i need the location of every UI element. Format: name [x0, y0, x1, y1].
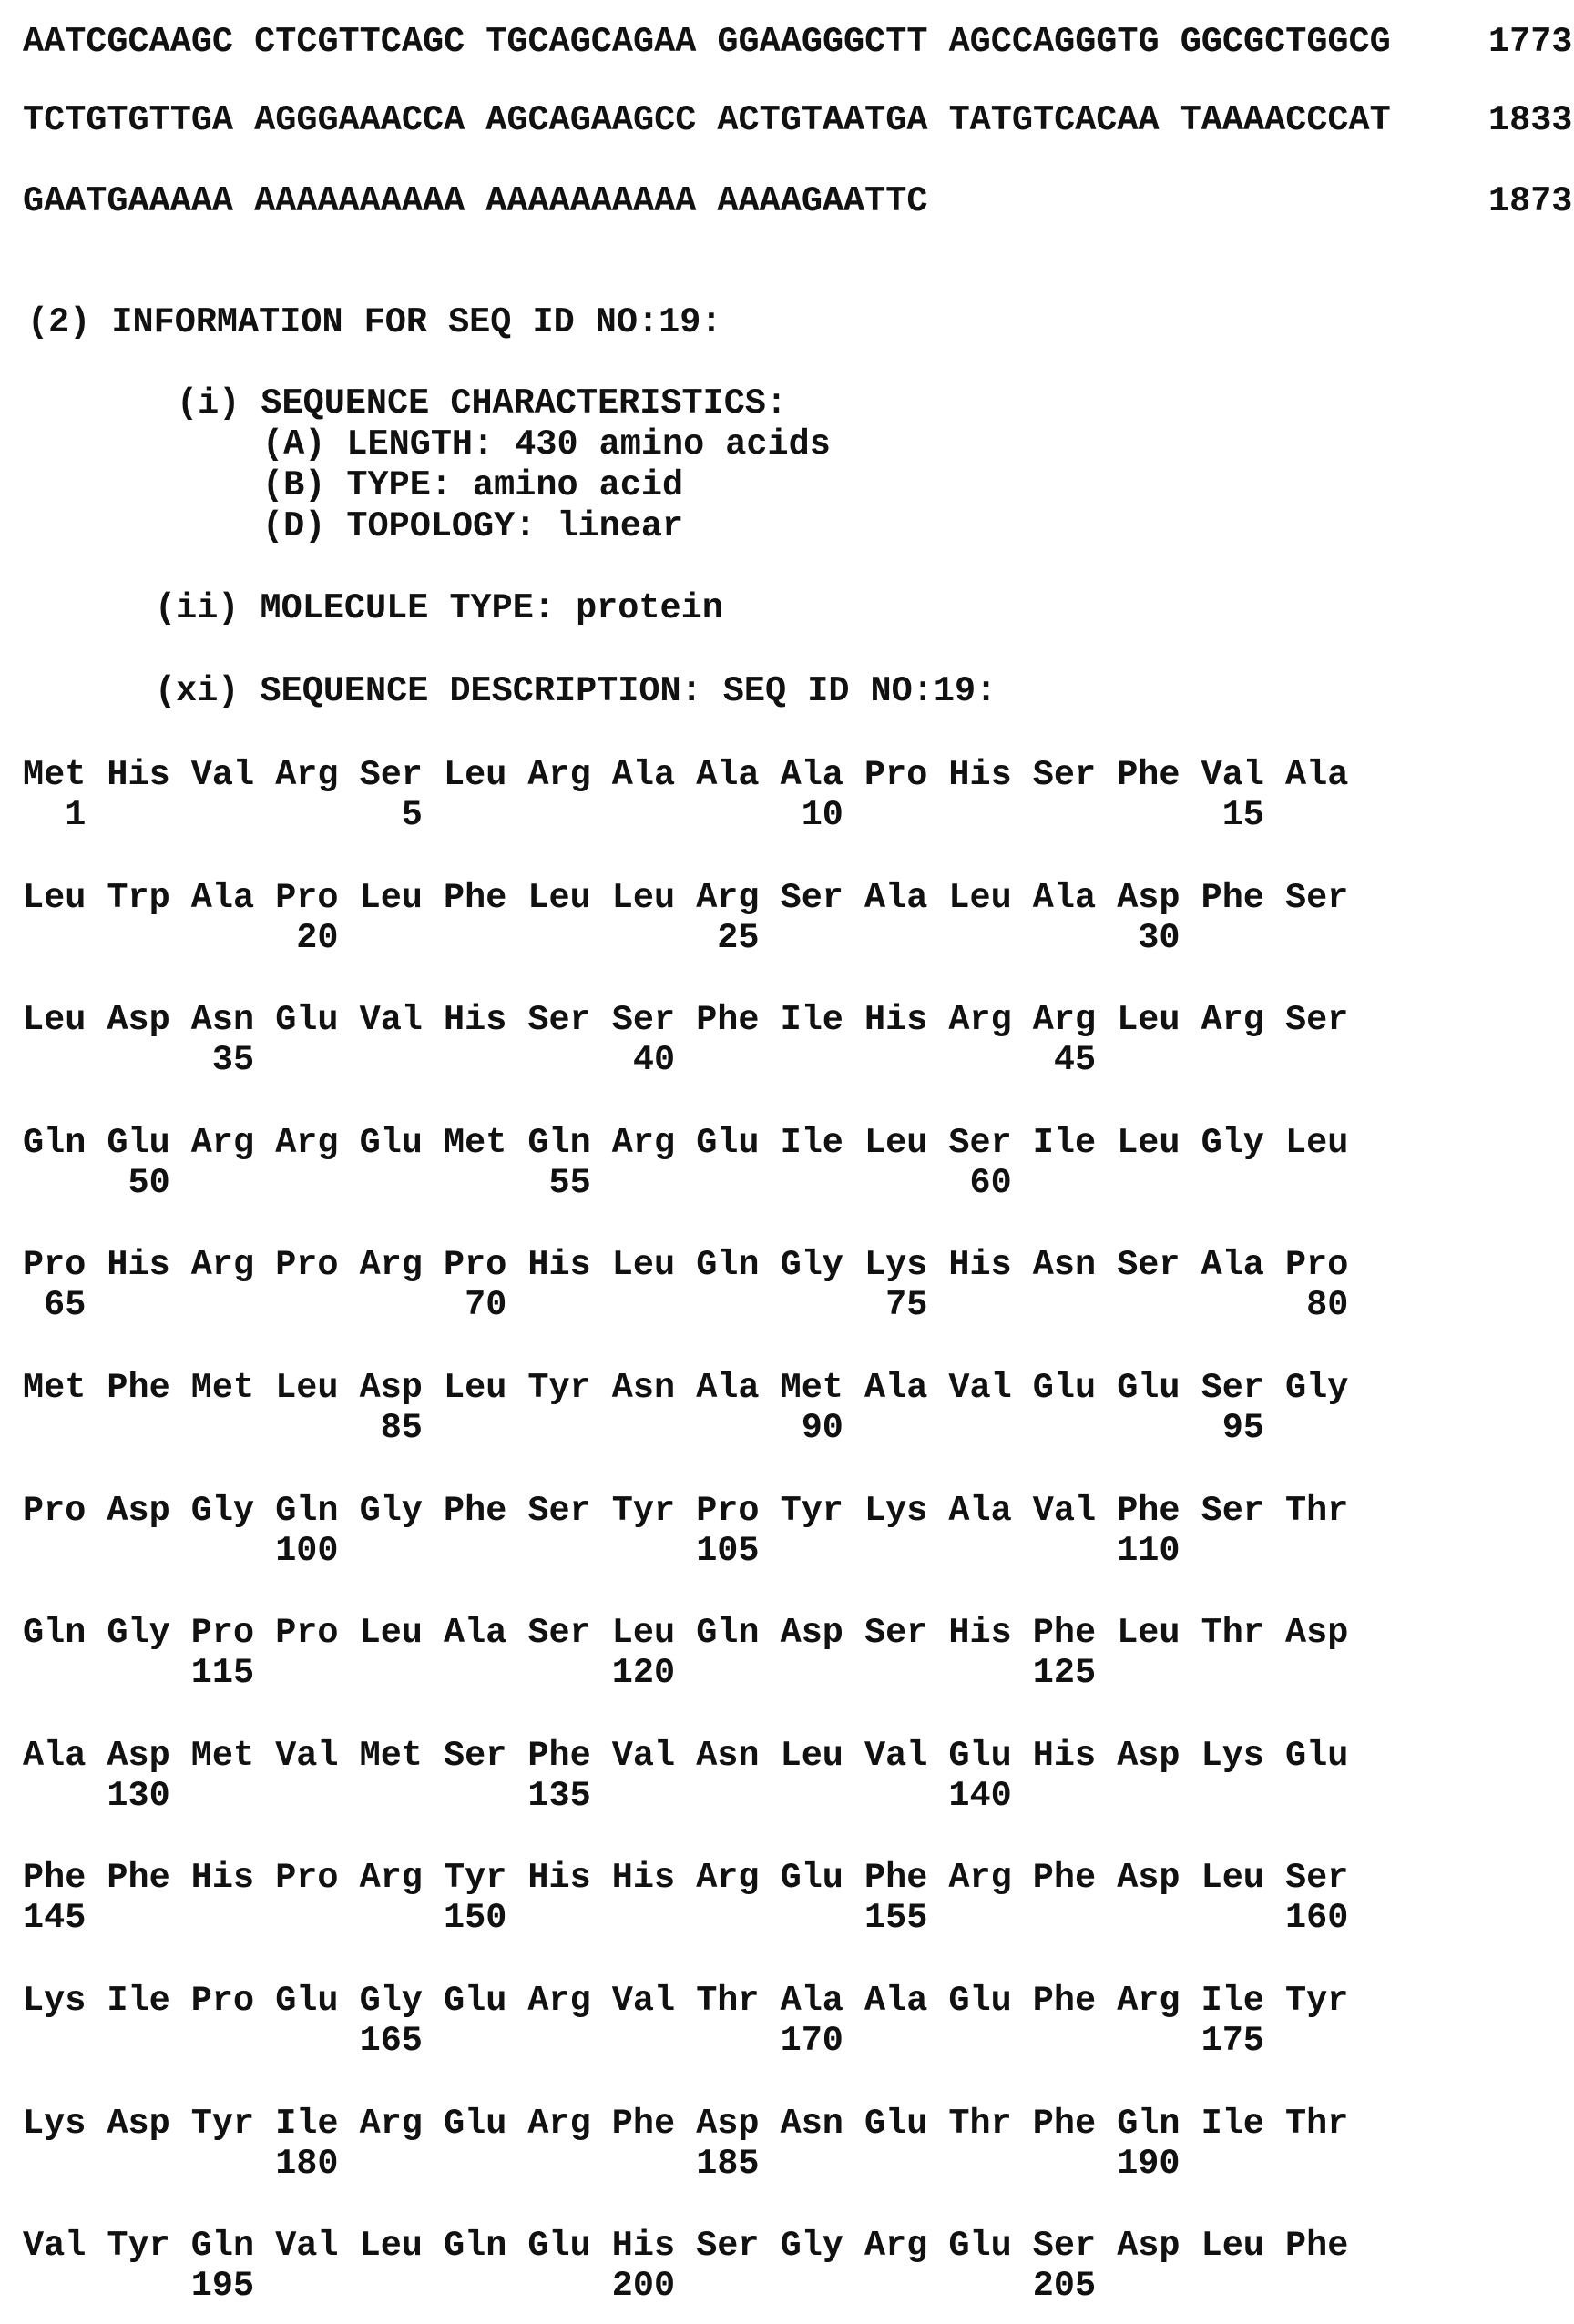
- residue: Phe: [1117, 1491, 1180, 1531]
- residue-position-number: 180: [275, 2144, 338, 2184]
- residue: Phe: [107, 1368, 169, 1408]
- dna-position-number: 1833: [1488, 100, 1572, 140]
- residue-position-number: 100: [275, 1531, 338, 1571]
- residue: Ile: [1201, 1981, 1264, 2021]
- residue: Glu: [781, 1858, 843, 1898]
- residue: Glu: [948, 1981, 1011, 2021]
- residue: Phe: [1033, 1858, 1096, 1898]
- residue: Phe: [1285, 2226, 1348, 2266]
- residue: Ile: [275, 2104, 338, 2144]
- residue: Ala: [781, 1981, 843, 2021]
- residue: Pro: [1285, 1245, 1348, 1285]
- topology-line: (D) TOPOLOGY: linear: [262, 506, 683, 546]
- residue-position-number: 110: [1117, 1531, 1180, 1571]
- residue-position-number: 185: [696, 2144, 759, 2184]
- residue: Ser: [948, 1123, 1011, 1163]
- residue: Gly: [107, 1613, 169, 1653]
- residue-position-number: 90: [802, 1408, 843, 1448]
- residue: Pro: [23, 1245, 86, 1285]
- residue: Gln: [191, 2226, 254, 2266]
- residue: Ala: [696, 1368, 759, 1408]
- residue: Gly: [191, 1491, 254, 1531]
- residue-position-number: 150: [444, 1898, 506, 1938]
- residue: Val: [1201, 755, 1264, 795]
- residue: Phe: [1033, 1981, 1096, 2021]
- dna-position-number: 1773: [1488, 22, 1572, 62]
- residue-position-number: 45: [1054, 1040, 1096, 1080]
- residue: Met: [444, 1123, 506, 1163]
- residue: Pro: [23, 1491, 86, 1531]
- residue: Arg: [360, 1245, 423, 1285]
- residue: Asp: [107, 2104, 169, 2144]
- residue: Lys: [23, 1981, 86, 2021]
- residue: Val: [275, 1736, 338, 1776]
- residue-position-number: 65: [44, 1285, 86, 1325]
- residue-position-number: 5: [402, 795, 423, 835]
- residue-position-number: 145: [23, 1898, 86, 1938]
- residue: Asp: [1117, 878, 1180, 918]
- residue: Leu: [1201, 2226, 1264, 2266]
- residue: Arg: [275, 755, 338, 795]
- residue-position-number: 15: [1222, 795, 1264, 835]
- residue: Glu: [444, 1981, 506, 2021]
- residue: Glu: [864, 2104, 927, 2144]
- residue: Arg: [360, 1858, 423, 1898]
- residue-position-number: 10: [802, 795, 843, 835]
- residue: Gly: [360, 1981, 423, 2021]
- residue-position-number: 125: [1033, 1653, 1096, 1693]
- residue: His: [948, 1245, 1011, 1285]
- residue: Leu: [1117, 1123, 1180, 1163]
- residue: Ser: [527, 1000, 590, 1040]
- residue: Leu: [360, 878, 423, 918]
- residue: Arg: [191, 1245, 254, 1285]
- residue: Lys: [1201, 1736, 1264, 1776]
- residue: Arg: [612, 1123, 675, 1163]
- residue: Val: [864, 1736, 927, 1776]
- residue: Gly: [360, 1491, 423, 1531]
- residue: Leu: [444, 755, 506, 795]
- residue-position-number: 25: [717, 918, 759, 958]
- residue: Gln: [275, 1491, 338, 1531]
- residue: Leu: [360, 1613, 423, 1653]
- residue: Phe: [444, 878, 506, 918]
- type-line: (B) TYPE: amino acid: [262, 465, 683, 505]
- residue: Leu: [612, 1245, 675, 1285]
- residue: Tyr: [191, 2104, 254, 2144]
- characteristics-header: (i) SEQUENCE CHARACTERISTICS:: [177, 383, 787, 423]
- residue: Gln: [23, 1123, 86, 1163]
- residue: Phe: [107, 1858, 169, 1898]
- residue: Pro: [275, 878, 338, 918]
- residue-position-number: 170: [781, 2021, 843, 2061]
- residue: Val: [948, 1368, 1011, 1408]
- residue: Arg: [948, 1858, 1011, 1898]
- residue: Asp: [1117, 2226, 1180, 2266]
- residue: Glu: [1117, 1368, 1180, 1408]
- residue: Arg: [948, 1000, 1011, 1040]
- residue: His: [948, 1613, 1011, 1653]
- residue: Asn: [696, 1736, 759, 1776]
- residue: Asn: [781, 2104, 843, 2144]
- residue-position-number: 50: [128, 1163, 170, 1203]
- residue: Gln: [527, 1123, 590, 1163]
- residue: His: [864, 1000, 927, 1040]
- residue: Phe: [696, 1000, 759, 1040]
- residue-position-number: 75: [885, 1285, 927, 1325]
- residue: Glu: [107, 1123, 169, 1163]
- description-header: (xi) SEQUENCE DESCRIPTION: SEQ ID NO:19:: [155, 671, 997, 711]
- residue: Leu: [527, 878, 590, 918]
- residue: Phe: [1117, 755, 1180, 795]
- residue: Phe: [1201, 878, 1264, 918]
- residue: Glu: [360, 1123, 423, 1163]
- residue: Thr: [948, 2104, 1011, 2144]
- residue: Asp: [1285, 1613, 1348, 1653]
- residue: Met: [191, 1368, 254, 1408]
- residue: Val: [191, 755, 254, 795]
- residue: Ala: [781, 755, 843, 795]
- residue: Val: [612, 1981, 675, 2021]
- dna-sequence-line: GAATGAAAAA AAAAAAAAAA AAAAAAAAAA AAAAGAATTC: [23, 181, 927, 221]
- residue: Val: [1033, 1491, 1096, 1531]
- residue: Pro: [696, 1491, 759, 1531]
- residue: Thr: [696, 1981, 759, 2021]
- residue: His: [1033, 1736, 1096, 1776]
- residue: Leu: [444, 1368, 506, 1408]
- residue: Ser: [444, 1736, 506, 1776]
- residue: Glu: [948, 1736, 1011, 1776]
- residue: Ala: [864, 878, 927, 918]
- info-header: (2) INFORMATION FOR SEQ ID NO:19:: [27, 302, 721, 342]
- residue: Leu: [23, 878, 86, 918]
- residue-position-number: 130: [107, 1776, 169, 1816]
- residue: Asp: [360, 1368, 423, 1408]
- residue: His: [191, 1858, 254, 1898]
- residue: Asn: [191, 1000, 254, 1040]
- residue: Leu: [23, 1000, 86, 1040]
- residue: Gly: [1285, 1368, 1348, 1408]
- residue: Asn: [1033, 1245, 1096, 1285]
- residue: Val: [612, 1736, 675, 1776]
- residue: Tyr: [107, 2226, 169, 2266]
- residue: Glu: [948, 2226, 1011, 2266]
- residue-position-number: 60: [970, 1163, 1012, 1203]
- residue: Glu: [1033, 1368, 1096, 1408]
- residue: His: [107, 1245, 169, 1285]
- residue: Leu: [612, 878, 675, 918]
- residue: Arg: [696, 878, 759, 918]
- residue: His: [527, 1858, 590, 1898]
- residue: Tyr: [612, 1491, 675, 1531]
- residue: Leu: [1285, 1123, 1348, 1163]
- residue: Ser: [527, 1613, 590, 1653]
- residue: Asp: [107, 1736, 169, 1776]
- residue: Met: [23, 1368, 86, 1408]
- residue: Pro: [864, 755, 927, 795]
- residue: Glu: [275, 1000, 338, 1040]
- residue: His: [948, 755, 1011, 795]
- residue: Thr: [1201, 1613, 1264, 1653]
- residue: Ala: [948, 1491, 1011, 1531]
- residue-position-number: 165: [360, 2021, 423, 2061]
- residue: Leu: [275, 1368, 338, 1408]
- residue-position-number: 135: [527, 1776, 590, 1816]
- residue-position-number: 175: [1201, 2021, 1264, 2061]
- residue: Gly: [781, 2226, 843, 2266]
- residue-position-number: 20: [296, 918, 338, 958]
- residue: Phe: [1033, 1613, 1096, 1653]
- residue: Pro: [275, 1613, 338, 1653]
- residue: Asp: [696, 2104, 759, 2144]
- residue: Arg: [360, 2104, 423, 2144]
- residue: Ile: [781, 1000, 843, 1040]
- residue: Asp: [107, 1000, 169, 1040]
- residue-position-number: 30: [1138, 918, 1180, 958]
- residue: Ala: [1033, 878, 1096, 918]
- residue: Arg: [1033, 1000, 1096, 1040]
- residue: His: [107, 755, 169, 795]
- residue: Tyr: [781, 1491, 843, 1531]
- residue: Tyr: [444, 1858, 506, 1898]
- residue: Ile: [1201, 2104, 1264, 2144]
- residue: Ser: [527, 1491, 590, 1531]
- residue: Pro: [275, 1858, 338, 1898]
- residue: Ser: [1285, 878, 1348, 918]
- residue: Pro: [444, 1245, 506, 1285]
- residue: Gln: [696, 1245, 759, 1285]
- residue: Thr: [1285, 1491, 1348, 1531]
- residue: Arg: [527, 2104, 590, 2144]
- residue: Leu: [1201, 1858, 1264, 1898]
- residue: Ala: [864, 1368, 927, 1408]
- residue: Ala: [23, 1736, 86, 1776]
- residue: Ile: [1033, 1123, 1096, 1163]
- residue-position-number: 35: [212, 1040, 254, 1080]
- residue-position-number: 40: [633, 1040, 675, 1080]
- residue: Gln: [696, 1613, 759, 1653]
- residue: Leu: [864, 1123, 927, 1163]
- residue: Met: [191, 1736, 254, 1776]
- residue: Ser: [1033, 755, 1096, 795]
- residue: Asp: [781, 1613, 843, 1653]
- residue: Thr: [1285, 2104, 1348, 2144]
- residue: Ser: [1285, 1858, 1348, 1898]
- residue: Asp: [107, 1491, 169, 1531]
- residue: Ala: [864, 1981, 927, 2021]
- residue-position-number: 140: [948, 1776, 1011, 1816]
- residue: Lys: [864, 1491, 927, 1531]
- residue: Glu: [527, 2226, 590, 2266]
- residue: Arg: [1201, 1000, 1264, 1040]
- dna-sequence-line: AATCGCAAGC CTCGTTCAGC TGCAGCAGAA GGAAGGGCTT AGCCAGGGTG GGCGCTGGCG: [23, 22, 1391, 62]
- residue: Ile: [107, 1981, 169, 2021]
- residue: Glu: [1285, 1736, 1348, 1776]
- residue: Ala: [1201, 1245, 1264, 1285]
- residue: Lys: [23, 2104, 86, 2144]
- residue-position-number: 190: [1117, 2144, 1180, 2184]
- residue: Tyr: [1285, 1981, 1348, 2021]
- length-line: (A) LENGTH: 430 amino acids: [262, 424, 831, 464]
- residue-position-number: 115: [191, 1653, 254, 1693]
- residue-position-number: 120: [612, 1653, 675, 1693]
- residue: Glu: [275, 1981, 338, 2021]
- residue: Ser: [612, 1000, 675, 1040]
- residue: Asp: [1117, 1858, 1180, 1898]
- residue: Met: [23, 755, 86, 795]
- residue: Leu: [1117, 1000, 1180, 1040]
- residue: Arg: [696, 1858, 759, 1898]
- residue: Gln: [1117, 2104, 1180, 2144]
- residue: His: [527, 1245, 590, 1285]
- residue: Ser: [696, 2226, 759, 2266]
- residue: Pro: [191, 1981, 254, 2021]
- residue: Trp: [107, 878, 169, 918]
- residue: Gly: [781, 1245, 843, 1285]
- residue: Glu: [696, 1123, 759, 1163]
- residue-position-number: 205: [1033, 2266, 1096, 2306]
- residue-position-number: 80: [1306, 1285, 1348, 1325]
- residue: Phe: [1033, 2104, 1096, 2144]
- residue: His: [612, 2226, 675, 2266]
- residue: Ile: [781, 1123, 843, 1163]
- residue: His: [444, 1000, 506, 1040]
- residue: Asn: [612, 1368, 675, 1408]
- residue: Arg: [527, 1981, 590, 2021]
- residue: Ser: [1285, 1000, 1348, 1040]
- residue: Ala: [444, 1613, 506, 1653]
- residue: Ser: [1117, 1245, 1180, 1285]
- residue: Ala: [612, 755, 675, 795]
- residue-position-number: 70: [465, 1285, 506, 1325]
- residue: Ala: [191, 878, 254, 918]
- residue: Met: [360, 1736, 423, 1776]
- residue: Val: [275, 2226, 338, 2266]
- residue: Gly: [1201, 1123, 1264, 1163]
- residue-position-number: 200: [612, 2266, 675, 2306]
- residue: Met: [781, 1368, 843, 1408]
- residue: Arg: [191, 1123, 254, 1163]
- residue: Ser: [1201, 1368, 1264, 1408]
- residue: Gln: [23, 1613, 86, 1653]
- dna-position-number: 1873: [1488, 181, 1572, 221]
- residue-position-number: 1: [65, 795, 86, 835]
- residue: Leu: [612, 1613, 675, 1653]
- residue: Val: [23, 2226, 86, 2266]
- residue: Pro: [275, 1245, 338, 1285]
- residue: Phe: [864, 1858, 927, 1898]
- residue: Phe: [612, 2104, 675, 2144]
- residue: Phe: [23, 1858, 86, 1898]
- residue: Arg: [864, 2226, 927, 2266]
- residue: Val: [360, 1000, 423, 1040]
- residue: Ser: [781, 878, 843, 918]
- residue-position-number: 105: [696, 1531, 759, 1571]
- residue: Gln: [444, 2226, 506, 2266]
- residue: Leu: [781, 1736, 843, 1776]
- residue-position-number: 95: [1222, 1408, 1264, 1448]
- residue: Leu: [948, 878, 1011, 918]
- residue: Ser: [864, 1613, 927, 1653]
- residue: Ser: [1033, 2226, 1096, 2266]
- residue: Arg: [1117, 1981, 1180, 2021]
- residue-position-number: 160: [1285, 1898, 1348, 1938]
- residue: Arg: [275, 1123, 338, 1163]
- residue-position-number: 85: [381, 1408, 423, 1448]
- residue-position-number: 155: [864, 1898, 927, 1938]
- residue: Glu: [444, 2104, 506, 2144]
- residue: Lys: [864, 1245, 927, 1285]
- residue: Arg: [527, 755, 590, 795]
- residue: His: [612, 1858, 675, 1898]
- residue-position-number: 55: [549, 1163, 591, 1203]
- residue: Tyr: [527, 1368, 590, 1408]
- residue: Phe: [527, 1736, 590, 1776]
- residue: Ser: [1201, 1491, 1264, 1531]
- residue: Phe: [444, 1491, 506, 1531]
- residue: Ala: [696, 755, 759, 795]
- residue: Ala: [1285, 755, 1348, 795]
- residue: Leu: [1117, 1613, 1180, 1653]
- molecule-type-line: (ii) MOLECULE TYPE: protein: [155, 588, 723, 628]
- dna-sequence-line: TCTGTGTTGA AGGGAAACCA AGCAGAAGCC ACTGTAATGA TATGTCACAA TAAAACCCAT: [23, 100, 1391, 140]
- residue: Ser: [360, 755, 423, 795]
- residue: Pro: [191, 1613, 254, 1653]
- residue: Leu: [360, 2226, 423, 2266]
- residue-position-number: 195: [191, 2266, 254, 2306]
- residue: Asp: [1117, 1736, 1180, 1776]
